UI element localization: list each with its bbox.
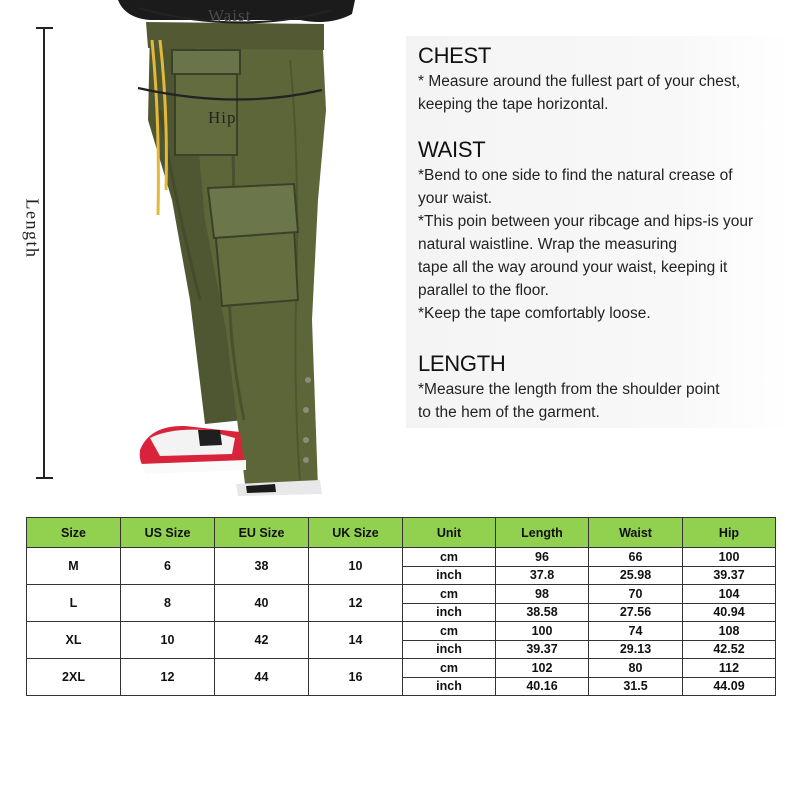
table-header-row	[27, 518, 776, 548]
eu-size-cell: 40	[215, 585, 309, 622]
chest-line: * Measure around the fullest part of your chest,	[418, 73, 741, 90]
header-us-size: US Size	[121, 518, 215, 548]
header-length: Length	[496, 518, 589, 548]
table-row	[27, 585, 776, 604]
length-cell: 40.16	[496, 677, 589, 696]
hip-label: Hip	[208, 108, 237, 127]
size-chart-table	[26, 517, 776, 696]
waist-cell: 74	[589, 622, 683, 641]
chest-line: keeping the tape horizontal.	[418, 96, 609, 113]
unit-cell: cm	[403, 622, 496, 641]
length-cell: 96	[496, 548, 589, 567]
size-cell: M	[27, 548, 121, 585]
length-cell: 100	[496, 622, 589, 641]
uk-size-cell: 14	[309, 622, 403, 659]
waist-section	[418, 136, 753, 325]
us-size-cell: 8	[121, 585, 215, 622]
length-cell: 39.37	[496, 640, 589, 659]
chest-heading: CHEST	[418, 43, 492, 68]
table-row	[27, 659, 776, 678]
hip-cell: 100	[683, 548, 776, 567]
uk-size-cell: 10	[309, 548, 403, 585]
thigh-pocket	[208, 184, 298, 306]
waist-label: Waist	[208, 6, 252, 25]
header-hip: Hip	[683, 518, 776, 548]
hip-cell: 39.37	[683, 566, 776, 585]
waist-cell: 27.56	[589, 603, 683, 622]
waist-line: your waist.	[418, 190, 493, 207]
waist-line: *This poin between your ribcage and hips-is your	[418, 213, 754, 230]
waist-cell: 25.98	[589, 566, 683, 585]
waist-line: parallel to the floor.	[418, 282, 549, 299]
hip-cell: 112	[683, 659, 776, 678]
unit-cell: inch	[403, 603, 496, 622]
length-cell: 38.58	[496, 603, 589, 622]
pants-waistband	[146, 22, 324, 50]
header-uk-size: UK Size	[309, 518, 403, 548]
us-size-cell: 6	[121, 548, 215, 585]
eu-size-cell: 42	[215, 622, 309, 659]
waist-cell: 31.5	[589, 677, 683, 696]
unit-cell: cm	[403, 659, 496, 678]
waist-cell: 29.13	[589, 640, 683, 659]
us-size-cell: 12	[121, 659, 215, 696]
hip-cell: 104	[683, 585, 776, 604]
length-heading: LENGTH	[418, 351, 506, 376]
waist-cell: 66	[589, 548, 683, 567]
waist-line: *Keep the tape comfortably loose.	[418, 305, 651, 322]
waist-heading: WAIST	[418, 137, 486, 162]
waist-line: *Bend to one side to find the natural crease of	[418, 167, 733, 184]
size-cell: L	[27, 585, 121, 622]
unit-cell: inch	[403, 640, 496, 659]
length-cell: 98	[496, 585, 589, 604]
table-row	[27, 548, 776, 567]
unit-cell: cm	[403, 548, 496, 567]
chest-section	[418, 42, 740, 116]
measurement-instructions	[406, 36, 790, 428]
hip-cell: 42.52	[683, 640, 776, 659]
waist-line: natural waistline. Wrap the measuring	[418, 236, 678, 253]
waist-cell: 70	[589, 585, 683, 604]
header-unit: Unit	[403, 518, 496, 548]
hip-cell: 44.09	[683, 677, 776, 696]
uk-size-cell: 16	[309, 659, 403, 696]
eu-size-cell: 38	[215, 548, 309, 585]
header-eu-size: EU Size	[215, 518, 309, 548]
size-cell: XL	[27, 622, 121, 659]
length-cell: 37.8	[496, 566, 589, 585]
hip-cell: 108	[683, 622, 776, 641]
sneaker-left	[140, 426, 246, 474]
uk-size-cell: 12	[309, 585, 403, 622]
length-label: Length	[22, 198, 43, 259]
length-line: *Measure the length from the shoulder point	[418, 381, 720, 398]
table-row	[27, 622, 776, 641]
eu-size-cell: 44	[215, 659, 309, 696]
header-waist: Waist	[589, 518, 683, 548]
hip-cell: 40.94	[683, 603, 776, 622]
unit-cell: inch	[403, 677, 496, 696]
waist-line: tape all the way around your waist, keeping it	[418, 259, 728, 276]
waist-cell: 80	[589, 659, 683, 678]
unit-cell: inch	[403, 566, 496, 585]
unit-cell: cm	[403, 585, 496, 604]
header-size: Size	[27, 518, 121, 548]
us-size-cell: 10	[121, 622, 215, 659]
length-line: to the hem of the garment.	[418, 404, 600, 421]
length-section	[418, 350, 720, 424]
length-cell: 102	[496, 659, 589, 678]
upper-pocket	[172, 50, 240, 155]
size-cell: 2XL	[27, 659, 121, 696]
